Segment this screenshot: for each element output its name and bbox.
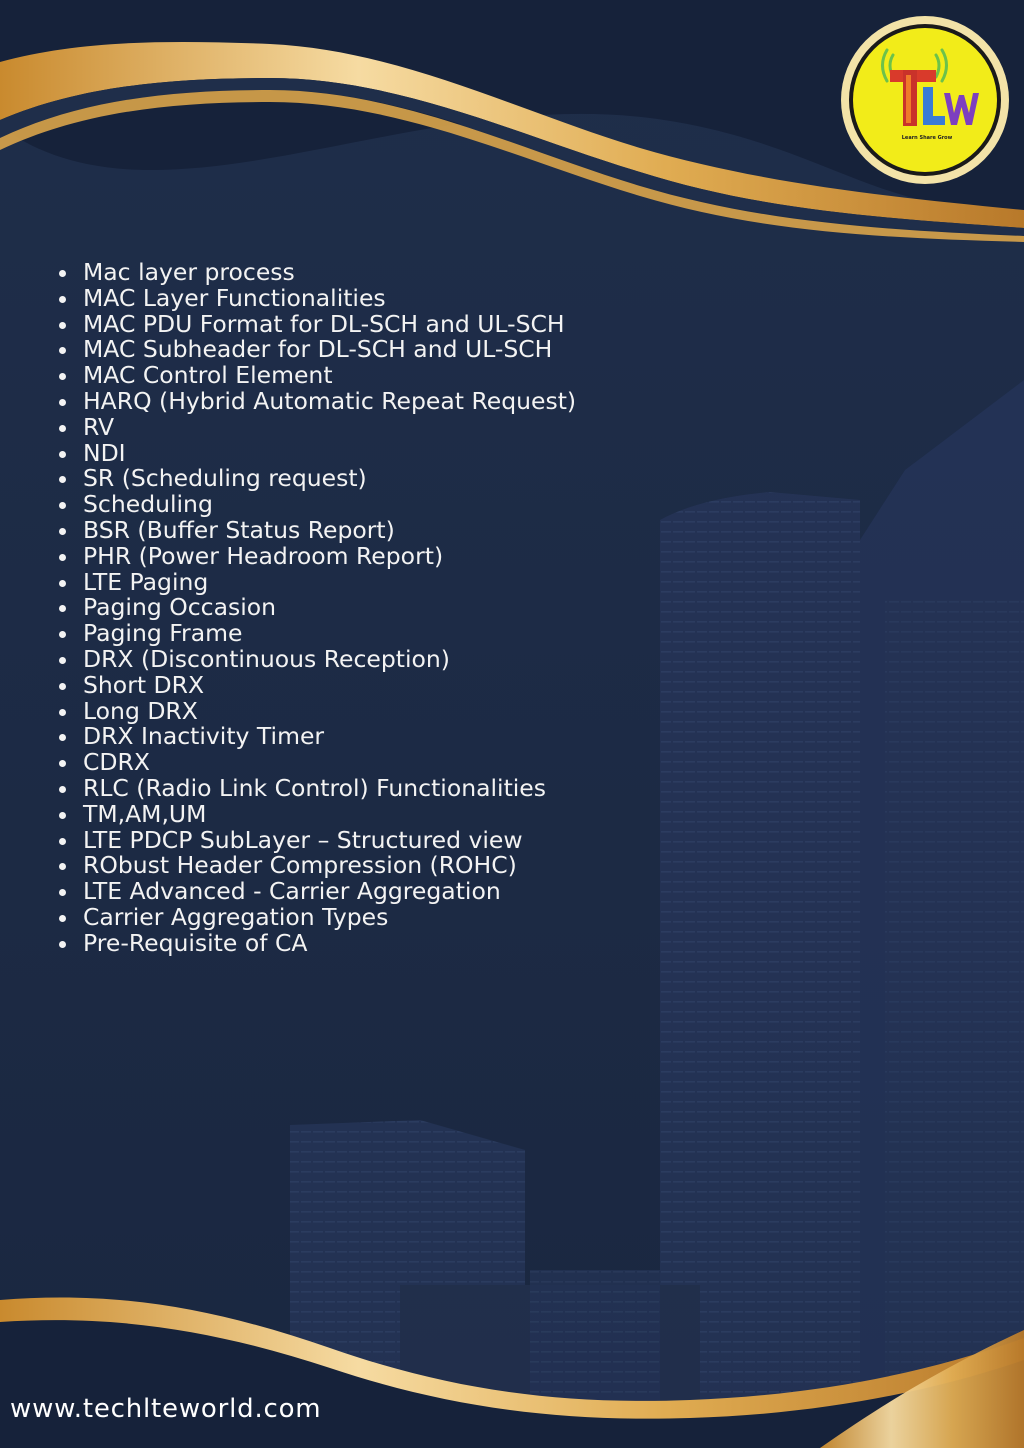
list-item: Pre-Requisite of CA <box>57 931 576 957</box>
list-item: RV <box>57 415 576 441</box>
list-item: BSR (Buffer Status Report) <box>57 518 576 544</box>
list-item: Long DRX <box>57 699 576 725</box>
list-item: DRX (Discontinuous Reception) <box>57 647 576 673</box>
list-item: LTE Advanced - Carrier Aggregation <box>57 879 576 905</box>
list-item: LTE Paging <box>57 570 576 596</box>
list-item: MAC PDU Format for DL-SCH and UL-SCH <box>57 312 576 338</box>
list-item: MAC Layer Functionalities <box>57 286 576 312</box>
list-item: CDRX <box>57 750 576 776</box>
list-item: HARQ (Hybrid Automatic Repeat Request) <box>57 389 576 415</box>
website-url: www.techlteworld.com <box>10 1394 322 1424</box>
list-item: TM,AM,UM <box>57 802 576 828</box>
list-item: Paging Occasion <box>57 595 576 621</box>
list-item: Short DRX <box>57 673 576 699</box>
list-item: LTE PDCP SubLayer – Structured view <box>57 828 576 854</box>
list-item: MAC Control Element <box>57 363 576 389</box>
list-item: Paging Frame <box>57 621 576 647</box>
list-item: SR (Scheduling request) <box>57 466 576 492</box>
list-item: NDI <box>57 441 576 467</box>
topic-list <box>57 260 576 957</box>
list-item: Carrier Aggregation Types <box>57 905 576 931</box>
list-item: DRX Inactivity Timer <box>57 724 576 750</box>
list-item: Mac layer process <box>57 260 576 286</box>
svg-text:Learn Share Grow: Learn Share Grow <box>901 135 953 141</box>
tlw-logo <box>840 15 1010 185</box>
list-item: PHR (Power Headroom Report) <box>57 544 576 570</box>
list-item: RObust Header Compression (ROHC) <box>57 853 576 879</box>
list-item: MAC Subheader for DL-SCH and UL-SCH <box>57 337 576 363</box>
list-item: Scheduling <box>57 492 576 518</box>
list-item: RLC (Radio Link Control) Functionalities <box>57 776 576 802</box>
